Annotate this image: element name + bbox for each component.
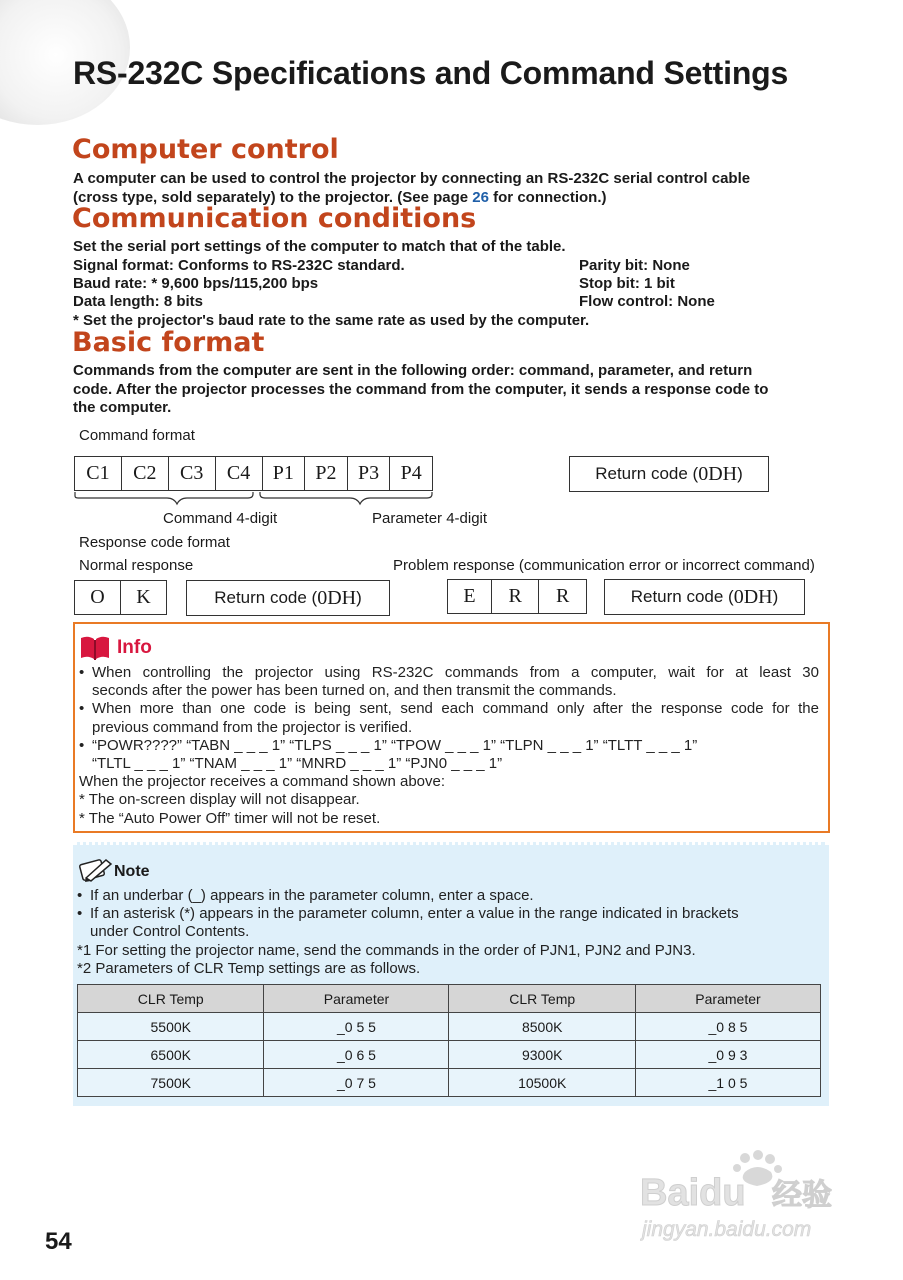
table-cell: _0 8 5: [635, 1013, 820, 1041]
note-title: Note: [114, 863, 150, 880]
clr-temp-table: [77, 984, 821, 1097]
cmd-cell-p3: P3: [347, 457, 390, 491]
basic-format-text: [73, 362, 833, 418]
clr-header-parameter-1: Parameter: [264, 985, 449, 1013]
problem-response-label: Problem response (communication error or incorrect command): [393, 557, 815, 574]
signal-format: Signal format: Conforms to RS-232C standard.: [73, 257, 405, 274]
command-format-label: Command format: [79, 427, 195, 444]
info-bullet-3-line1: • “POWR????” “TABN _ _ _ 1” “TLPS _ _ _ 1” “TPOW _ _ _ 1” “TLPN _ _ _ 1” “TLTT _ _ _ 1”: [79, 737, 819, 755]
info-bullet-2-line1: • When more than one code is being sent, send each command only after the response code for the: [79, 700, 819, 718]
page-number: 54: [45, 1228, 72, 1255]
computer-control-line2-a: (cross type, sold separately) to the projector. (See page: [73, 188, 473, 206]
basic-format-heading: Basic format: [72, 327, 265, 358]
note-content: [77, 887, 822, 978]
note-bullet-2-line2: under Control Contents.: [90, 923, 250, 941]
watermark-url: jingyan.baidu.com: [642, 1218, 812, 1241]
return-code-label: Return code (: [630, 587, 734, 606]
return-code-value: 0DH: [317, 586, 357, 609]
clr-header-parameter-2: Parameter: [635, 985, 820, 1013]
computer-control-heading: Computer control: [72, 134, 339, 165]
command-format-table: [74, 456, 433, 491]
page-title: RS-232C Specifications and Command Settings: [73, 55, 789, 91]
stop-bit: Stop bit: 1 bit: [579, 275, 675, 292]
table-row: [78, 1069, 821, 1097]
baud-footnote: * Set the projector's baud rate to the same rate as used by the computer.: [73, 312, 590, 329]
table-cell: 10500K: [449, 1069, 635, 1097]
basic-format-line3: the computer.: [73, 399, 172, 416]
communication-heading: Communication conditions: [72, 203, 477, 234]
table-cell: _0 5 5: [264, 1013, 449, 1041]
command-digit-brace: [75, 492, 253, 504]
data-length: Data length: 8 bits: [73, 293, 204, 310]
table-row: [78, 1013, 821, 1041]
ok-cell-k: K: [121, 581, 167, 615]
clr-table-header-row: [78, 985, 821, 1013]
parameter-digit-brace: [260, 492, 432, 504]
watermark-cn: 经验: [772, 1178, 832, 1213]
page-26-link[interactable]: 26: [472, 188, 489, 206]
err-return-code-box: [604, 579, 805, 615]
note-footnote-2: *2 Parameters of CLR Temp settings are as follows.: [77, 959, 421, 977]
err-cell-e: E: [448, 580, 492, 614]
basic-format-line1: Commands from the computer are sent in the following order: command, parameter, and return: [73, 362, 753, 379]
cmd-cell-p4: P4: [390, 457, 433, 491]
communication-intro: Set the serial port settings of the computer to match that of the table.: [73, 238, 566, 255]
table-row: [78, 1041, 821, 1069]
basic-format-line2: code. After the projector processes the command from the computer, it sends a response code to: [73, 380, 769, 398]
table-cell: _1 0 5: [635, 1069, 820, 1097]
parameter-digit-label: Parameter 4-digit: [372, 510, 488, 527]
watermark-brand: Baidu: [640, 1172, 746, 1214]
return-code-value: 0DH: [733, 585, 773, 608]
cmd-cell-c1: C1: [75, 457, 122, 491]
table-cell: 7500K: [78, 1069, 264, 1097]
ok-response-table: [74, 580, 167, 615]
table-cell: _0 6 5: [264, 1041, 449, 1069]
cmd-cell-c4: C4: [215, 457, 262, 491]
err-response-row: [448, 580, 587, 614]
clr-header-clr-temp-1: CLR Temp: [78, 985, 264, 1013]
cmd-cell-p2: P2: [305, 457, 348, 491]
info-bullet-1-line2: seconds after the power has been turned on, and then transmit the commands.: [92, 682, 617, 700]
note-bullet-1: • If an underbar (_) appears in the parameter column, enter a space.: [77, 887, 822, 905]
cmd-cell-c3: C3: [168, 457, 215, 491]
return-code-close: ): [356, 588, 362, 607]
pencil-note-icon: [78, 856, 114, 882]
command-format-row: [75, 457, 433, 491]
info-bullet-1-line1: • When controlling the projector using RS-232C commands from a computer, wait for at least 30: [79, 664, 819, 682]
computer-control-text: [73, 170, 833, 207]
table-cell: 9300K: [449, 1041, 635, 1069]
baidu-jingyan-watermark: [640, 1150, 860, 1250]
command-digit-label: Command 4-digit: [163, 510, 278, 527]
table-cell: _0 7 5: [264, 1069, 449, 1097]
table-cell: 5500K: [78, 1013, 264, 1041]
return-code-close: ): [737, 464, 743, 483]
computer-control-line2-b: for connection.): [488, 188, 607, 206]
err-cell-r2: R: [539, 580, 587, 614]
computer-control-line1: A computer can be used to control the projector by connecting an RS-232C serial control cable: [73, 170, 751, 187]
note-bullet-2-line1: • If an asterisk (*) appears in the parameter column, enter a value in the range indicated in brackets: [77, 905, 822, 923]
err-response-table: [447, 579, 587, 614]
info-bullet-3-line2: “TLTL _ _ _ 1” “TNAM _ _ _ 1” “MNRD _ _ _ 1” “PJN0 _ _ _ 1”: [92, 755, 503, 773]
cmd-cell-c2: C2: [121, 457, 168, 491]
info-bullet-2-line2: previous command from the projector is verified.: [92, 718, 413, 736]
return-code-label: Return code (: [595, 464, 699, 483]
book-icon: [80, 635, 110, 661]
cmd-cell-p1: P1: [262, 457, 305, 491]
ok-response-row: [75, 581, 167, 615]
table-cell: 8500K: [449, 1013, 635, 1041]
baud-rate: Baud rate: * 9,600 bps/115,200 bps: [73, 275, 319, 292]
response-format-label: Response code format: [79, 534, 230, 551]
info-title: Info: [117, 637, 152, 658]
info-line6: * The “Auto Power Off” timer will not be reset.: [79, 809, 381, 827]
info-content: [79, 664, 819, 828]
digit-braces: [70, 490, 440, 510]
table-cell: 6500K: [78, 1041, 264, 1069]
table-cell: _0 9 3: [635, 1041, 820, 1069]
ok-cell-o: O: [75, 581, 121, 615]
normal-response-label: Normal response: [79, 557, 194, 574]
note-footnote-1: *1 For setting the projector name, send the commands in the order of PJN1, PJN2 and PJN3.: [77, 941, 696, 959]
info-line4: When the projector receives a command shown above:: [79, 773, 446, 791]
return-code-label: Return code (: [214, 588, 318, 607]
return-code-value: 0DH: [698, 462, 738, 485]
clr-header-clr-temp-2: CLR Temp: [449, 985, 635, 1013]
flow-control: Flow control: None: [579, 293, 715, 310]
return-code-close: ): [772, 587, 779, 606]
command-return-code-box: [569, 456, 769, 492]
info-line5: * The on-screen display will not disappear.: [79, 791, 360, 809]
parity-bit: Parity bit: None: [579, 257, 690, 274]
ok-return-code-box: [186, 580, 390, 616]
err-cell-r1: R: [491, 580, 539, 614]
